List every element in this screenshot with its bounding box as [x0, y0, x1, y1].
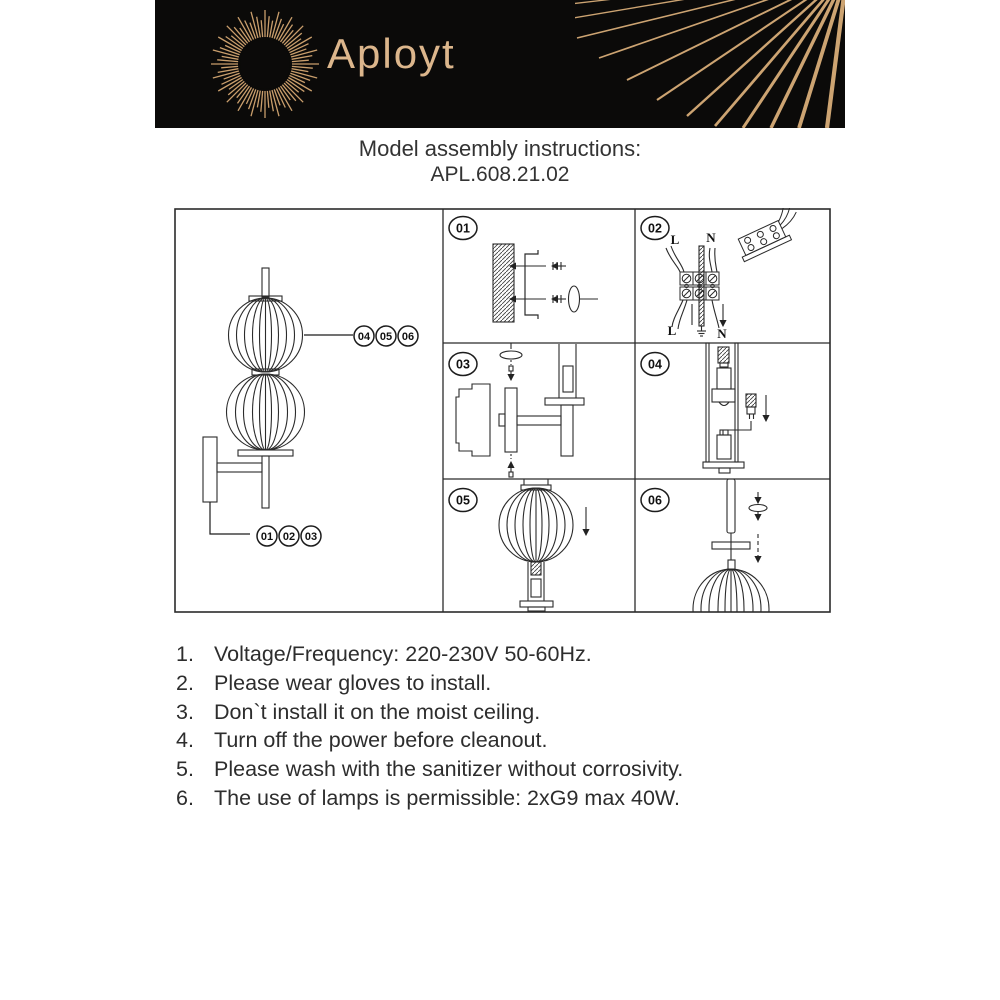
instruction-text: The use of lamps is permissible: 2xG9 max 40W. [214, 785, 681, 810]
label-l-top: L [670, 232, 680, 247]
step-06-drawing [693, 479, 769, 614]
instruction-item [176, 784, 856, 813]
instruction-item [176, 640, 856, 669]
instruction-item [176, 669, 856, 698]
model-number: APL.608.21.02 [430, 163, 570, 186]
step-badge-06: 06 [648, 493, 662, 508]
instruction-number: 1. [176, 642, 194, 666]
callout-05: 05 [379, 331, 393, 343]
step-badge-02: 02 [648, 221, 662, 236]
step-03-drawing [456, 343, 584, 477]
instruction-text: Turn off the power before cleanout. [214, 728, 548, 753]
overview-callout-top [304, 326, 418, 346]
instruction-list [176, 640, 856, 813]
assembly-diagram [174, 208, 831, 614]
label-l-bottom: L [667, 323, 677, 338]
sunburst-center [240, 39, 290, 89]
instruction-number: 6. [176, 785, 194, 810]
step-04-drawing [703, 343, 766, 473]
overview-callout-bottom [210, 502, 321, 546]
callout-03: 03 [304, 531, 318, 543]
callout-01: 01 [260, 531, 274, 543]
instruction-number: 5. [176, 757, 194, 782]
label-n-bottom: N [717, 326, 727, 341]
step-05-drawing [499, 479, 586, 611]
brand-name: Aployt [327, 30, 456, 77]
instruction-text: Please wear gloves to install. [214, 670, 492, 695]
step-02-drawing [666, 208, 806, 336]
instruction-item [176, 698, 856, 727]
instruction-text: Voltage/Frequency: 220-230V 50-60Hz. [214, 642, 592, 666]
title-block [0, 136, 1000, 187]
step-badge-04: 04 [648, 357, 662, 372]
page-title: Model assembly instructions: [358, 136, 642, 161]
step-badge-03: 03 [456, 357, 470, 372]
overview-lamp-drawing [203, 268, 305, 508]
instruction-text: Please wash with the sanitizer without corrosivity. [214, 757, 684, 782]
header-banner [155, 0, 845, 128]
step-badge-01: 01 [456, 221, 470, 236]
instruction-number: 3. [176, 699, 194, 724]
callout-02: 02 [282, 531, 296, 543]
step-01-drawing [493, 244, 598, 322]
instruction-number: 4. [176, 728, 194, 753]
callout-06: 06 [401, 331, 415, 343]
fan-decoration-icon [575, 0, 845, 128]
instruction-text: Don`t install it on the moist ceiling. [214, 699, 541, 724]
label-n-top: N [706, 230, 716, 245]
sunburst-logo-icon [185, 0, 345, 128]
callout-04: 04 [357, 331, 371, 343]
step-badge-05: 05 [456, 493, 470, 508]
instruction-number: 2. [176, 670, 194, 695]
instruction-item [176, 726, 856, 755]
instruction-item [176, 755, 856, 784]
